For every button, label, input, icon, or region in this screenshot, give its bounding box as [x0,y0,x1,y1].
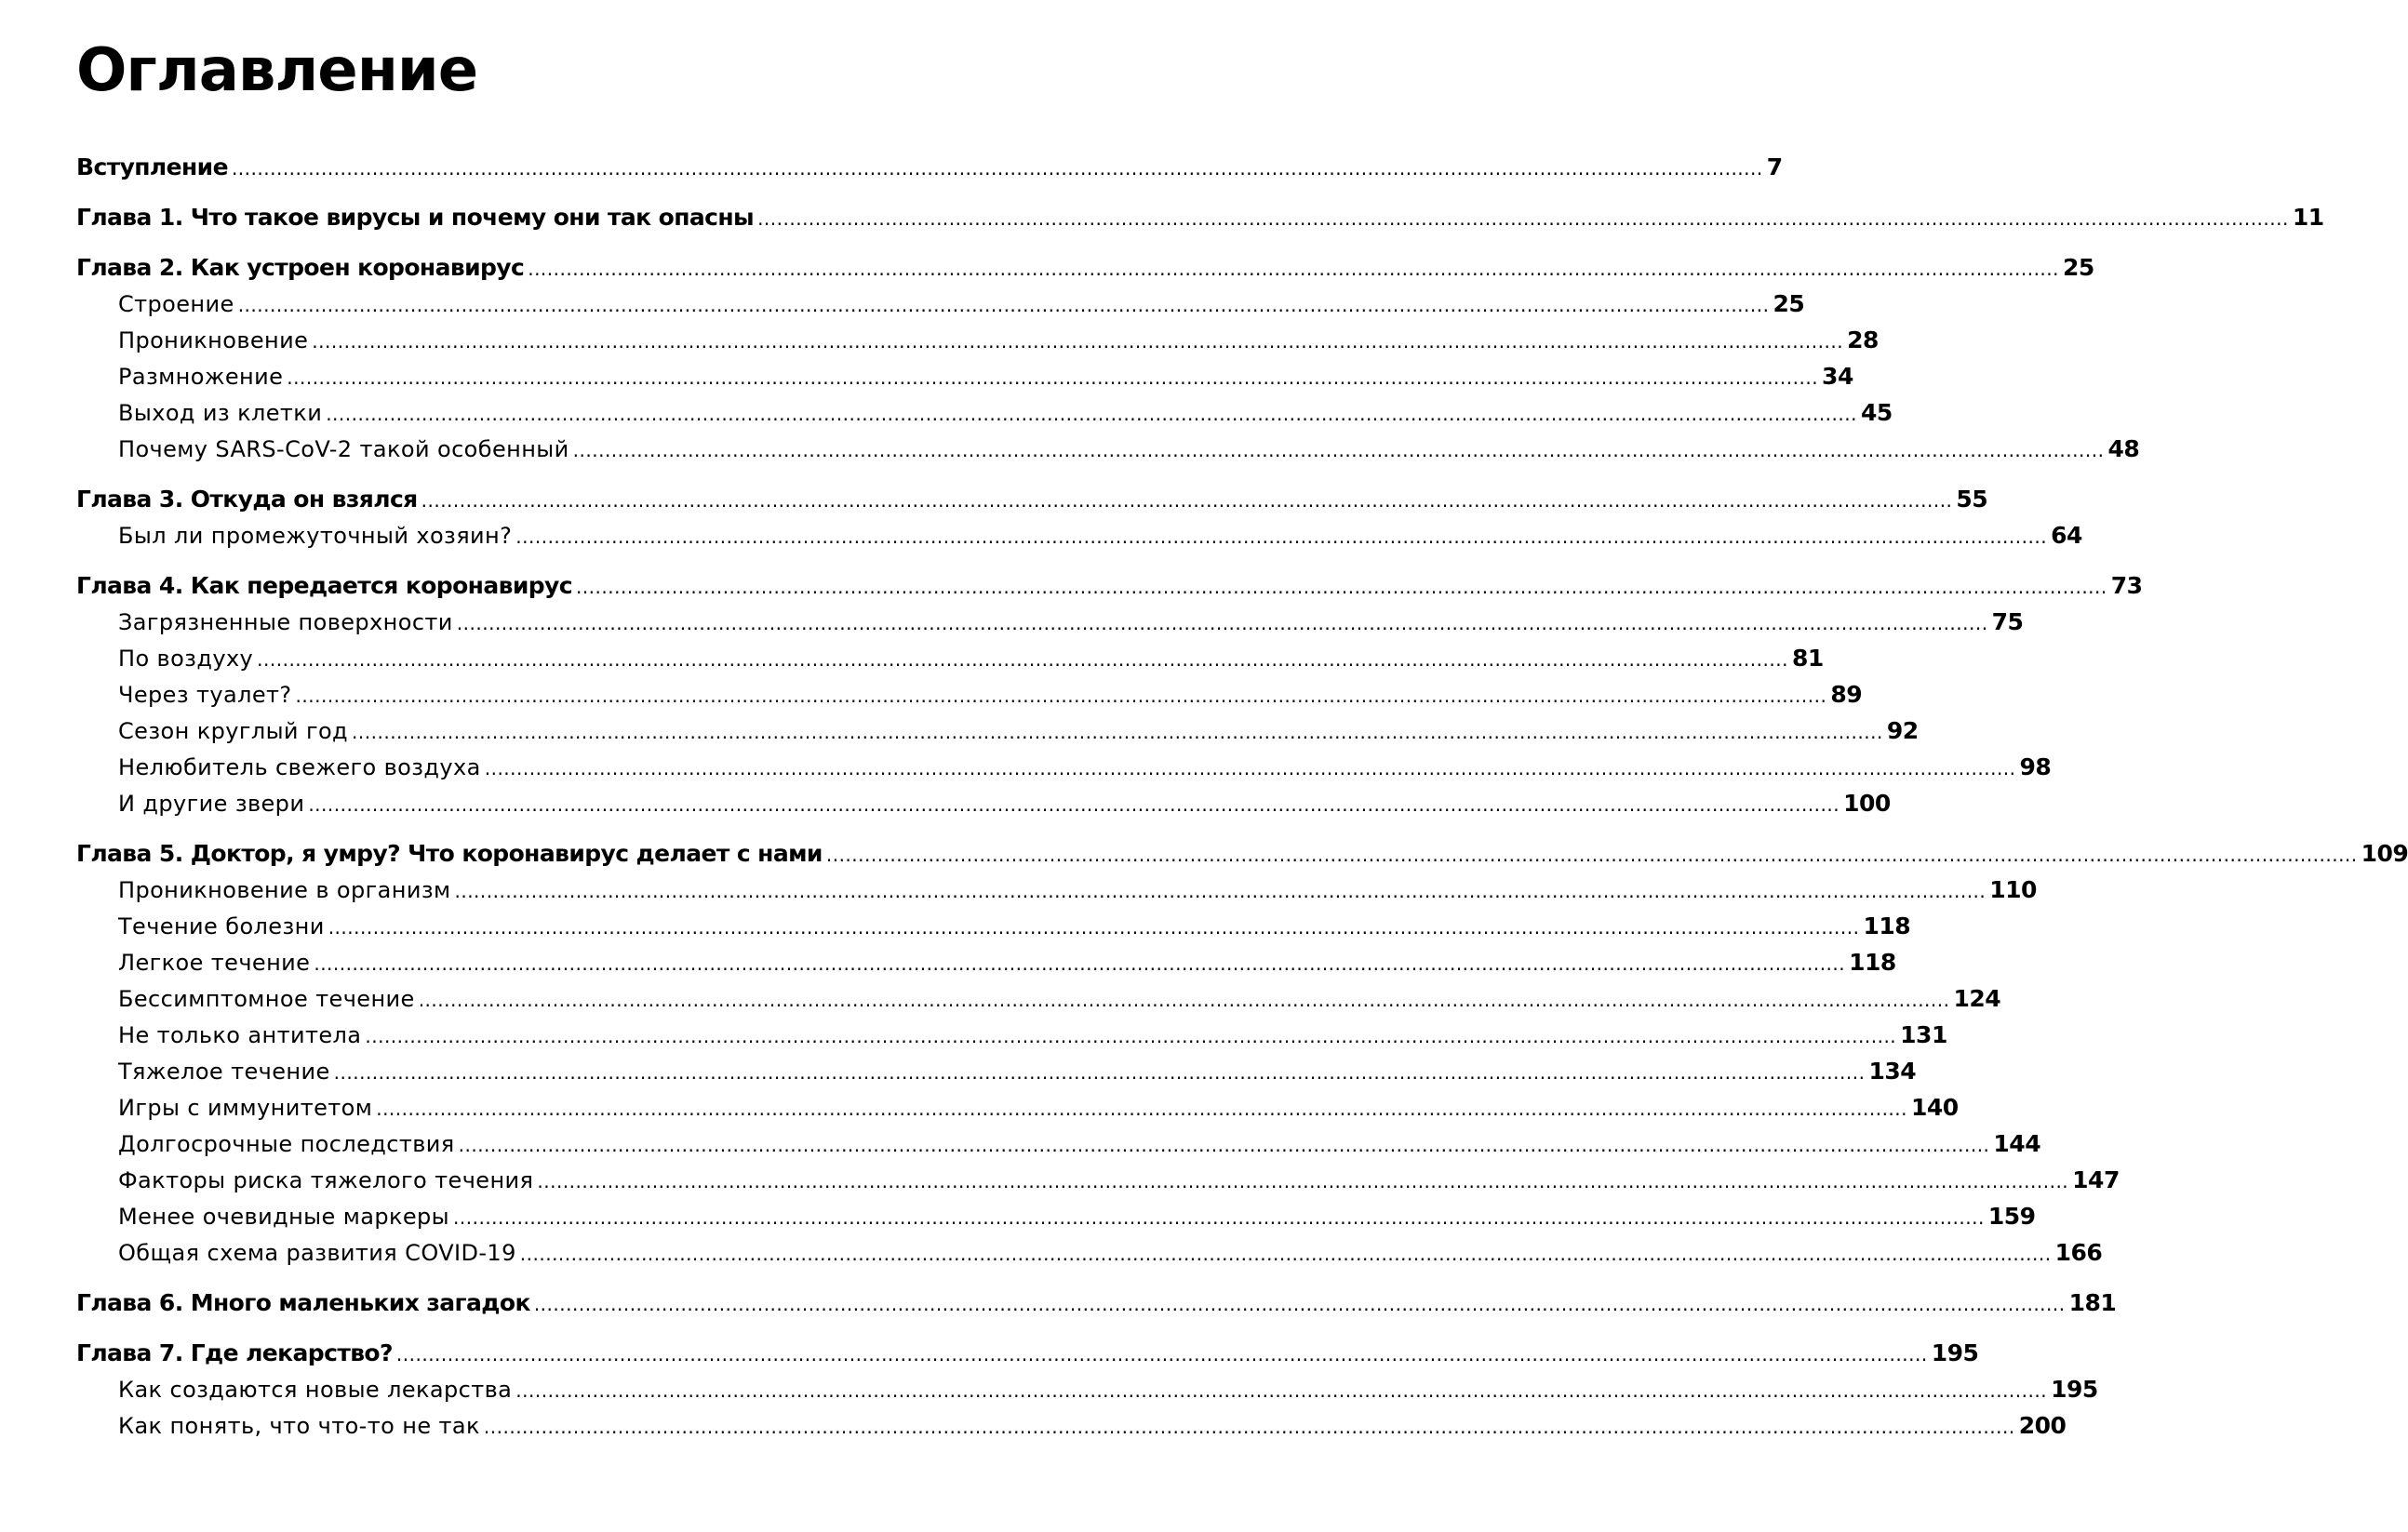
toc-page-number: 34 [1822,363,1853,390]
toc-page-number: 7 [1766,153,1783,180]
toc-chapter-entry [76,204,2324,240]
toc-entry-label: Как понять, что что-то не так [118,1413,480,1439]
toc-entry-title [76,1289,530,1316]
toc-section-entry [76,1376,2098,1412]
toc-chapter-entry [76,153,1783,190]
toc-page-number: 200 [2018,1412,2067,1439]
toc-entry-label: Выход из клетки [118,400,323,426]
toc-section-entry [76,363,1853,399]
dot-leader [515,526,2047,548]
toc-section-entry [76,717,1919,753]
dot-leader [312,330,1843,353]
toc-page-number: 73 [2110,572,2143,599]
toc-entry-title [118,400,322,426]
toc-chapter-number: Глава 7. [76,1339,183,1366]
toc-section-entry [76,1412,2067,1448]
toc-chapter-number: Глава 6. [76,1289,183,1316]
toc-entry-title [118,950,310,976]
dot-leader [314,953,1845,975]
toc-page-number: 75 [1991,608,2024,635]
toc-entry-title [76,204,754,231]
dot-leader [328,916,1860,939]
toc-page-number: 98 [2019,753,2052,780]
toc-page-number: 45 [1860,399,1893,426]
toc-page-number: 109 [2361,840,2408,867]
dot-leader [454,880,1986,902]
dot-leader [576,576,2107,598]
dot-leader [232,157,1763,180]
toc-section-entry [76,522,2082,558]
toc-entry-title [118,682,292,708]
toc-page-number: 159 [1987,1203,2036,1230]
toc-section-entry [76,1203,2036,1239]
dot-leader [421,489,1953,512]
toc-entry-label: По воздуху [118,646,254,672]
toc-entry-label: Почему SARS-CoV-2 такой особенный [118,436,569,462]
dot-leader [485,757,2016,779]
toc-entry-title [118,1413,480,1439]
toc-entry-label: Нелюбитель свежего воздуха [118,754,481,780]
table-of-contents [76,153,2408,1448]
toc-chapter-entry [76,1339,1979,1376]
toc-entry-title [118,364,283,390]
dot-leader [419,989,1950,1011]
toc-section-entry [76,326,1879,363]
toc-section-entry [76,790,1891,826]
toc-section-entry [76,681,1863,717]
toc-page-number: 147 [2072,1166,2120,1193]
toc-entry-title [118,913,325,939]
toc-chapter-entry [76,572,2143,608]
toc-entry-label: Факторы риска тяжелого течения [118,1167,534,1193]
toc-page-number: 89 [1830,681,1863,708]
toc-entry-label: Менее очевидные маркеры [118,1204,450,1230]
toc-entry-title [118,327,308,353]
toc-entry-title [118,754,481,780]
dot-leader [534,1293,2066,1315]
toc-entry-title [118,791,304,817]
toc-page-number: 64 [2051,522,2082,549]
toc-page-number: 118 [1863,913,1911,939]
toc-entry-title [118,1377,512,1403]
toc-section-entry [76,1058,1917,1094]
toc-entry-label: Течение болезни [118,913,325,939]
dot-leader [326,403,1857,425]
toc-entry-label: Был ли промежуточный хозяин? [118,523,513,549]
dot-leader [826,844,2358,866]
toc-page-number: 100 [1843,790,1891,817]
dot-leader [453,1206,1985,1229]
toc-entry-title [76,1339,393,1366]
toc-entry-label: И другие звери [118,791,305,817]
toc-chapter-number: Глава 1. [76,204,183,231]
toc-entry-title [118,986,415,1012]
toc-entry-label: Общая схема развития COVID-19 [118,1240,516,1266]
toc-entry-label: Сезон круглый год [118,718,349,744]
toc-entry-label: Долгосрочные последствия [118,1131,455,1157]
toc-entry-title [118,523,512,549]
dot-leader [457,612,1988,634]
toc-page-number: 92 [1886,717,1919,744]
toc-section-entry [76,1166,2120,1203]
dot-leader [334,1061,1866,1084]
toc-section-entry [76,913,1911,949]
toc-page-number: 110 [1989,876,2037,903]
dot-leader [459,1134,1990,1156]
toc-entry-label: Откуда он взялся [190,486,418,513]
toc-entry-title [76,486,418,513]
dot-leader [376,1098,1907,1120]
toc-section-entry [76,399,1893,435]
toc-entry-label: Вступление [76,153,228,180]
dot-leader [573,439,2105,461]
toc-chapter-number: Глава 5. [76,840,183,867]
toc-entry-label: Через туалет? [118,682,292,708]
toc-entry-label: Как создаются новые лекарства [118,1377,513,1403]
toc-page-number: 140 [1911,1094,1959,1121]
toc-entry-title [76,153,228,180]
toc-entry-label: Легкое течение [118,950,311,976]
toc-entry-title [118,1022,361,1048]
toc-section-entry [76,435,2140,472]
toc-section-entry [76,985,2001,1021]
toc-chapter-number: Глава 4. [76,572,183,599]
toc-entry-label: Загрязненные поверхности [118,609,453,635]
toc-entry-title [118,1131,455,1157]
toc-entry-title [118,1059,330,1085]
dot-leader [352,721,1883,743]
toc-entry-label: Где лекарство? [190,1339,393,1366]
toc-chapter-number: Глава 3. [76,486,183,513]
toc-chapter-entry [76,840,2408,876]
toc-page-number: 144 [1993,1130,2041,1157]
toc-section-entry [76,290,1805,326]
toc-entry-title [76,572,572,599]
toc-entry-title [118,1204,449,1230]
dot-leader [537,1170,2068,1192]
toc-page-number: 181 [2068,1289,2117,1316]
toc-section-entry [76,949,1896,985]
toc-section-entry [76,876,2037,913]
toc-entry-label: Строение [118,291,234,317]
toc-page-number: 134 [1868,1058,1917,1085]
toc-entry-label: Тяжелое течение [118,1059,330,1085]
toc-entry-label: Доктор, я умру? Что коронавирус делает с нами [190,840,823,867]
dot-leader [528,258,2059,280]
toc-entry-label: Что такое вирусы и почему они так опасны [190,204,755,231]
dot-leader [308,793,1839,816]
toc-chapter-entry [76,486,1988,522]
dot-leader [757,207,2289,230]
toc-page-number: 195 [1931,1339,1979,1366]
toc-section-entry [76,645,1824,681]
toc-section-entry [76,1130,2041,1166]
toc-entry-title [118,291,234,317]
dot-leader [484,1416,2015,1438]
dot-leader [257,648,1788,671]
toc-entry-label: Проникновение в организм [118,877,451,903]
toc-entry-label: Много маленьких загадок [190,1289,530,1316]
toc-page-number: 11 [2292,204,2324,231]
toc-entry-label: Проникновение [118,327,309,353]
toc-page-number: 131 [1900,1021,1947,1048]
toc-page-number: 124 [1953,985,2001,1012]
toc-entry-label: Как передается коронавирус [190,572,572,599]
dot-leader [520,1243,2052,1265]
toc-section-entry [76,753,2052,790]
toc-page-number: 28 [1847,326,1879,353]
toc-entry-title [76,254,524,281]
toc-entry-title [118,718,348,744]
toc-entry-title [118,646,253,672]
toc-entry-title [118,1095,372,1121]
dot-leader [238,294,1770,316]
toc-entry-label: Бессимптомное течение [118,986,415,1012]
toc-entry-title [118,609,453,635]
dot-leader [296,685,1827,707]
toc-section-entry [76,1239,2103,1275]
toc-entry-label: Не только антитела [118,1022,362,1048]
toc-section-entry [76,608,2024,645]
toc-chapter-number: Глава 2. [76,254,183,281]
dot-leader [396,1343,1928,1365]
toc-section-entry [76,1021,1947,1058]
toc-page-number: 118 [1849,949,1896,976]
toc-entry-label: Как устроен коронавирус [190,254,525,281]
toc-entry-title [118,1167,533,1193]
toc-chapter-entry [76,254,2094,290]
toc-entry-title [118,436,569,462]
toc-page-number: 25 [1773,290,1805,317]
dot-leader [365,1025,1896,1047]
toc-page-number: 48 [2107,435,2140,462]
toc-entry-label: Игры с иммунитетом [118,1095,373,1121]
toc-page-number: 25 [2063,254,2094,281]
toc-page-number: 195 [2051,1376,2098,1403]
toc-chapter-entry [76,1289,2117,1326]
toc-entry-label: Размножение [118,364,284,390]
toc-entry-title [118,1240,516,1266]
toc-entry-title [76,840,823,867]
dot-leader [515,1379,2047,1402]
toc-page-number: 81 [1791,645,1824,672]
page-title: Оглавление [76,36,478,105]
dot-leader [287,366,1818,389]
toc-page-number: 166 [2054,1239,2103,1266]
toc-section-entry [76,1094,1959,1130]
toc-entry-title [118,877,450,903]
toc-page-number: 55 [1956,486,1988,513]
